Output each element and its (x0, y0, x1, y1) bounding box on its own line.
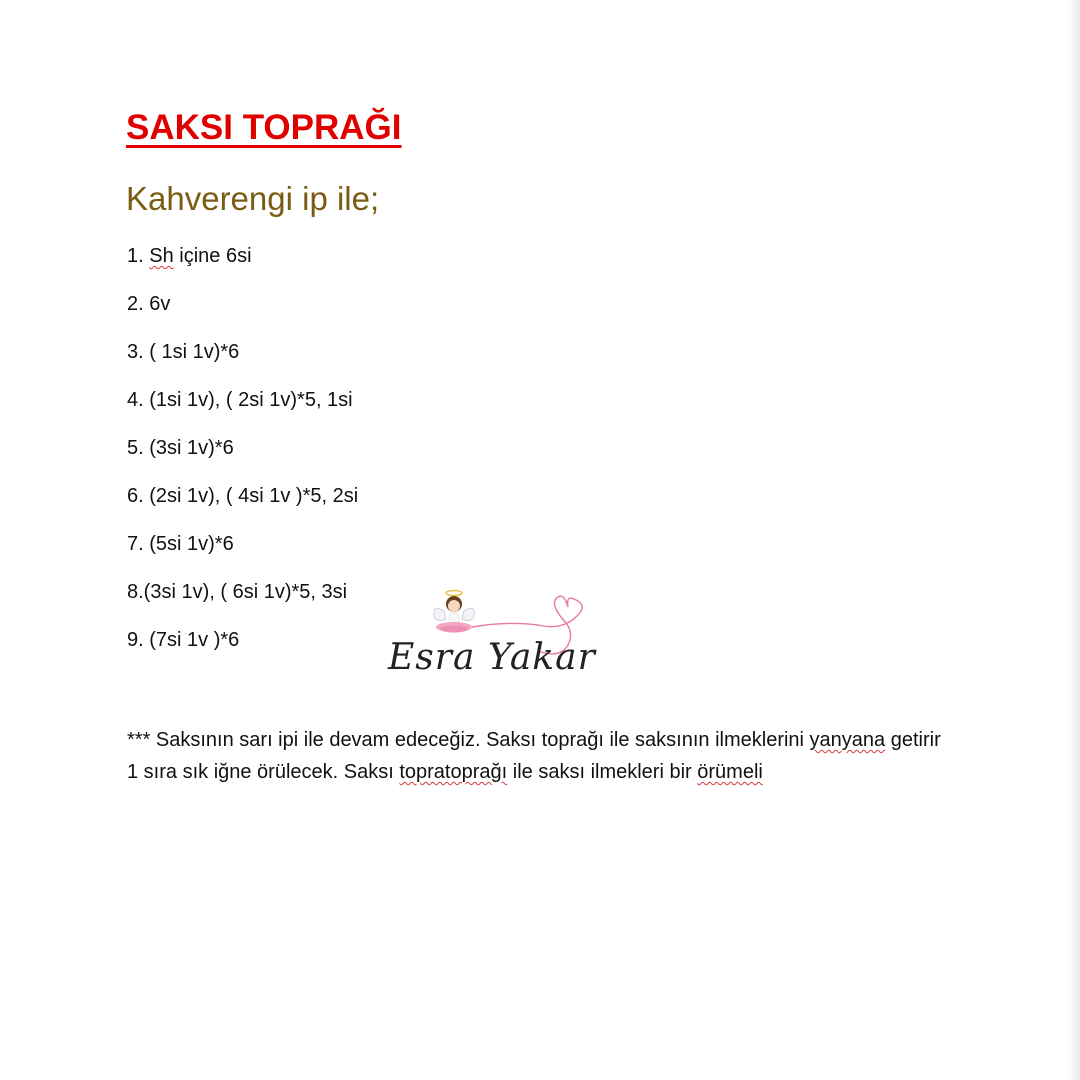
row-4: 4. (1si 1v), ( 2si 1v)*5, 1si (127, 389, 353, 411)
note-text-2: getirir 1 sıra sık iğne örülecek. Saksı (127, 729, 941, 783)
logo-signature: Esra Yakar (388, 637, 596, 678)
note-misspelled-1: yanyana (809, 729, 886, 751)
row-8: 8.(3si 1v), ( 6si 1v)*5, 3si (127, 581, 348, 603)
row-2: 2. 6v (127, 293, 171, 315)
note-misspelled-2: topratoprağı (399, 761, 508, 783)
row-9: 9. (7si 1v )*6 (127, 629, 240, 651)
note-misspelled-3: örümeli (697, 761, 763, 783)
row-5: 5. (3si 1v)*6 (127, 437, 234, 459)
row-1-number: 1. (127, 245, 150, 267)
note-text-1: *** Saksının sarı ipi ile devam edeceğiz. Saksı toprağı ile saksının ilmeklerini (127, 729, 810, 751)
row-1-abbrev: Sh (149, 245, 174, 267)
note-text-3: ile saksı ilmekleri bir (507, 761, 698, 783)
esra-yakar-logo (388, 585, 603, 695)
row-6: 6. (2si 1v), ( 4si 1v )*5, 2si (127, 485, 359, 507)
row-7: 7. (5si 1v)*6 (127, 533, 234, 555)
row-1 (127, 243, 358, 291)
page-title: SAKSI TOPRAĞI (126, 108, 402, 147)
subtitle: Kahverengi ip ile; (126, 180, 380, 217)
note-paragraph (127, 724, 957, 788)
row-1-text: içine 6si (173, 245, 252, 267)
row-3: 3. ( 1si 1v)*6 (127, 341, 240, 363)
page-edge-shadow (1066, 0, 1080, 1080)
pattern-rows (127, 243, 358, 675)
